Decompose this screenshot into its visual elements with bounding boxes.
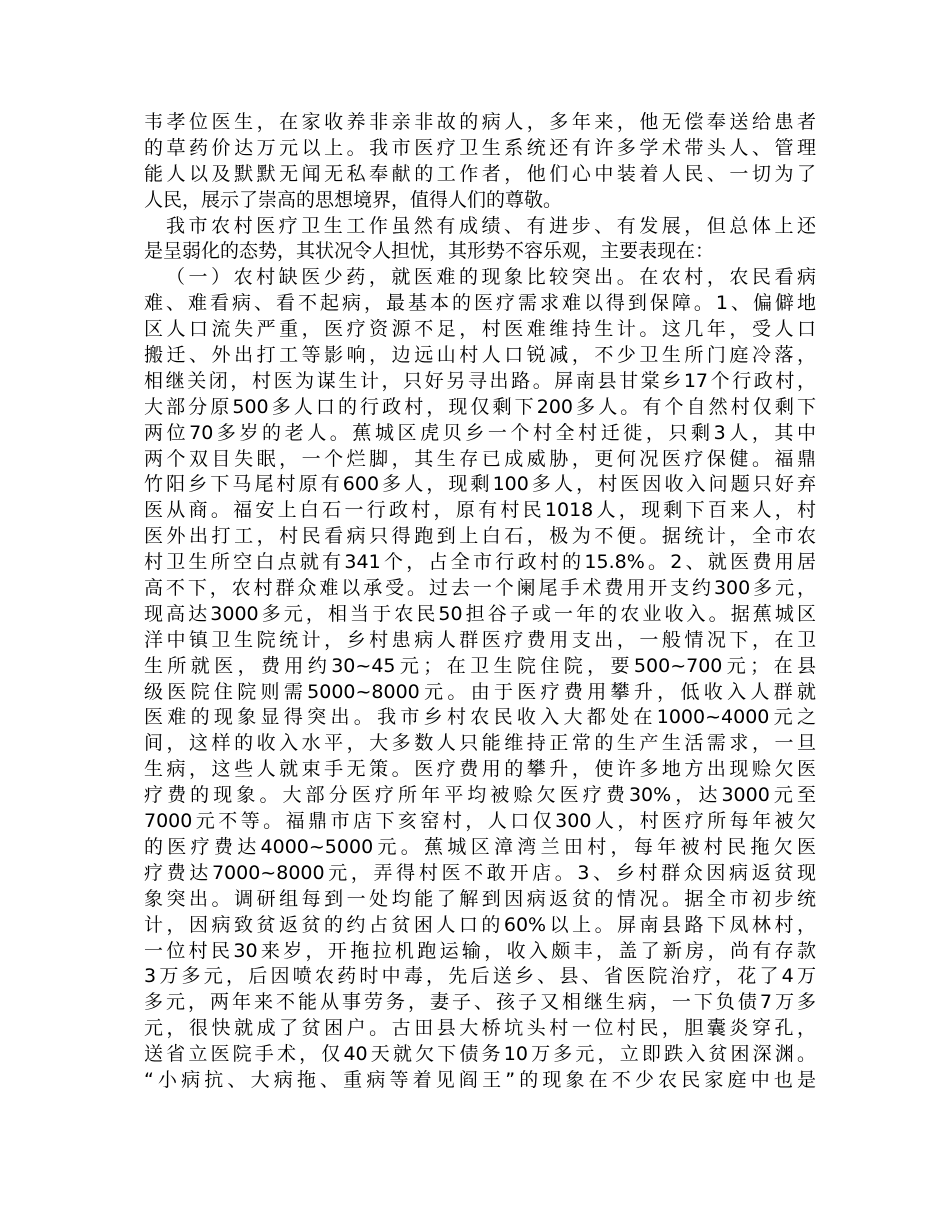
text-line: 能人以及默默无闻无私奉献的工作者，他们心中装着人民、一切为了 — [144, 162, 816, 185]
text-line: 疗费达7000~8000元，弄得村医不敢开店。3、乡村群众因病返贫现 — [144, 861, 816, 884]
paragraph-start-line: 我市农村医疗卫生工作虽然有成绩、有进步、有发展，但总体上还 — [166, 214, 816, 237]
body-text — [144, 110, 816, 1094]
text-line: 间，这样的收入水平，大多数人只能维持正常的生产生活需求，一旦 — [144, 732, 816, 755]
text-line: 村卫生所空白点就有341个，占全市行政村的15.8%。2、就医费用居 — [144, 551, 816, 574]
text-line: 搬迁、外出打工等影响，边远山村人口锐减，不少卫生所门庭冷落， — [144, 344, 816, 367]
text-line: 现高达3000多元，相当于农民50担谷子或一年的农业收入。据蕉城区 — [144, 602, 816, 625]
text-line: 生所就医，费用约30~45元；在卫生院住院，要500~700元；在县 — [144, 654, 816, 677]
text-line: 两位70多岁的老人。蕉城区虎贝乡一个村全村迁徙，只剩3人，其中 — [144, 421, 816, 444]
text-line: 的草药价达万元以上。我市医疗卫生系统还有许多学术带头人、管理 — [144, 136, 816, 159]
text-line: 难、难看病、看不起病，最基本的医疗需求难以得到保障。1、偏僻地 — [144, 292, 816, 315]
text-line: 两个双目失眠，一个烂脚，其生存已成威胁，更何况医疗保健。福鼎 — [144, 447, 816, 470]
text-line: 人民，展示了崇高的思想境界，值得人们的尊敬。 — [144, 188, 563, 211]
text-line: 生病，这些人就束手无策。医疗费用的攀升，使许多地方出现赊欠医 — [144, 758, 816, 781]
text-line: 高不下，农村群众难以承受。过去一个阑尾手术费用开支约300多元， — [144, 577, 816, 600]
text-line: 洋中镇卫生院统计，乡村患病人群医疗费用支出，一般情况下，在卫 — [144, 628, 816, 651]
text-line: 的医疗费达4000~5000元。蕉城区漳湾兰田村，每年被村民拖欠医 — [144, 835, 816, 858]
text-line: 疗费的现象。大部分医疗所年平均被赊欠医疗费30%，达3000元至 — [144, 784, 816, 807]
text-line: 一位村民30来岁，开拖拉机跑运输，收入颇丰，盖了新房，尚有存款 — [144, 939, 816, 962]
text-line: 医从商。福安上白石一行政村，原有村民1018人，现剩下百来人，村 — [144, 499, 816, 522]
text-line: 竹阳乡下马尾村原有600多人，现剩100多人，村医因收入问题只好弃 — [144, 473, 816, 496]
text-line: 是呈弱化的态势，其状况令人担忧，其形势不容乐观，主要表现在： — [144, 240, 715, 263]
text-line: 多元，两年来不能从事劳务，妻子、孩子又相继生病，一下负债7万多 — [144, 991, 816, 1014]
text-line: 区人口流失严重，医疗资源不足，村医难维持生计。这几年，受人口 — [144, 318, 816, 341]
text-line: 元，很快就成了贫困户。古田县大桥坑头村一位村民，胆囊炎穿孔， — [144, 1017, 816, 1040]
text-line: 7000元不等。福鼎市店下亥窑村，人口仅300人，村医疗所每年被欠 — [144, 810, 816, 833]
paragraph-start-line: （一）农村缺医少药，就医难的现象比较突出。在农村，农民看病 — [166, 266, 816, 289]
text-line: 计，因病致贫返贫的约占贫困人口的60%以上。屏南县路下凤林村， — [144, 913, 816, 936]
text-line: 象突出。调研组每到一处均能了解到因病返贫的情况。据全市初步统 — [144, 887, 816, 910]
text-line: 级医院住院则需5000~8000元。由于医疗费用攀升，低收入人群就 — [144, 680, 816, 703]
text-line: 送省立医院手术，仅40天就欠下债务10万多元，立即跌入贫困深渊。 — [144, 1043, 816, 1066]
text-line: 韦孝位医生，在家收养非亲非故的病人，多年来，他无偿奉送给患者 — [144, 111, 816, 133]
text-line: 3万多元，后因喷农药时中毒，先后送乡、县、省医院治疗，花了4万 — [144, 965, 816, 988]
text-line: 相继关闭，村医为谋生计，只好另寻出路。屏南县甘棠乡17个行政村， — [144, 369, 816, 392]
text-line: “小病抗、大病拖、重病等着见阎王”的现象在不少农民家庭中也是 — [144, 1068, 816, 1091]
text-line: 医难的现象显得突出。我市乡村农民收入大都处在1000~4000元之 — [144, 706, 816, 729]
text-line: 医外出打工，村民看病只得跑到上白石，极为不便。据统计，全市农 — [144, 525, 816, 548]
text-line: 大部分原500多人口的行政村，现仅剩下200多人。有个自然村仅剩下 — [144, 395, 816, 418]
